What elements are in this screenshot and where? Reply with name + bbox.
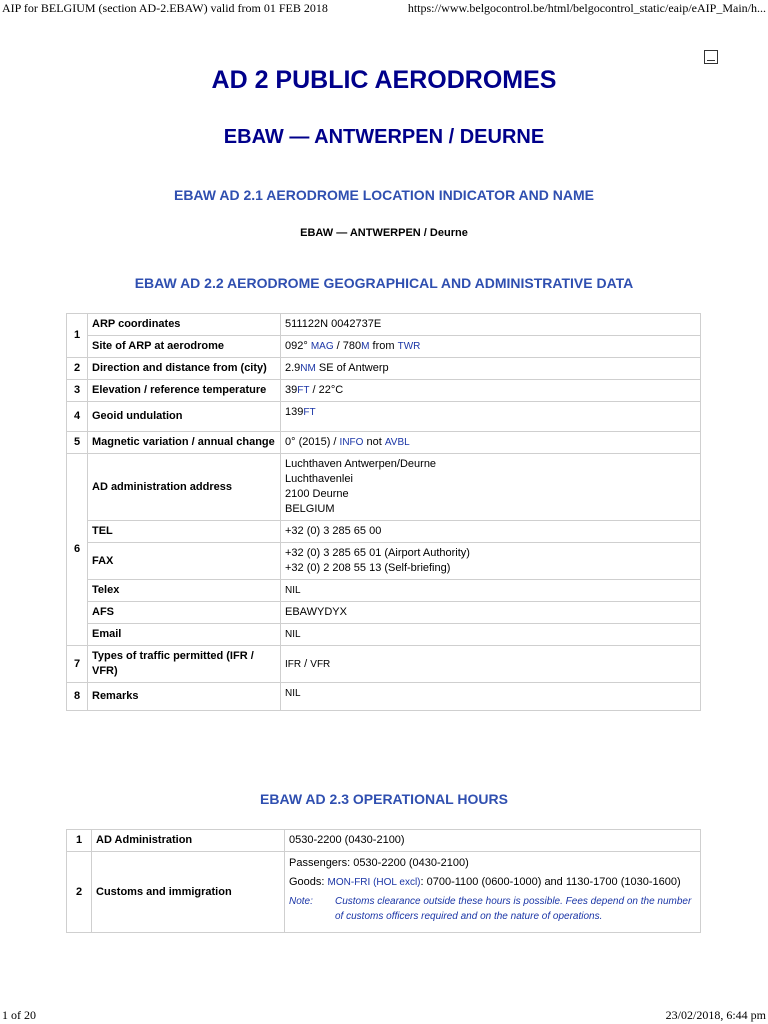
table-of-contents-icon[interactable] — [704, 50, 718, 64]
row-value: Luchthaven Antwerpen/Deurne Luchthavenlei 2100 Deurne BELGIUM — [281, 454, 701, 521]
section-23-heading: EBAW AD 2.3 OPERATIONAL HOURS — [260, 791, 508, 807]
table-row — [67, 432, 701, 454]
table-row — [67, 314, 701, 336]
row-number: 1 — [67, 830, 92, 852]
aerodrome-title: EBAW — ANTWERPEN / DEURNE — [223, 126, 545, 148]
print-header-title: AIP for BELGIUM (section AD-2.EBAW) valid from 01 FEB 2018 — [2, 1, 328, 15]
table-row — [67, 336, 701, 358]
row-label: Types of traffic permitted (IFR / VFR) — [88, 646, 281, 683]
row-value: 2.9NM SE of Antwerp — [281, 358, 701, 380]
section-21-heading: EBAW AD 2.1 AERODROME LOCATION INDICATOR AND NAME — [173, 187, 594, 203]
table-row — [67, 602, 701, 624]
print-header-url[interactable]: https://www.belgocontrol.be/html/belgocontrol_static/eaip/eAIP_Main/h... — [407, 1, 766, 15]
table-row — [67, 580, 701, 602]
row-label: Customs and immigration — [92, 852, 285, 933]
row-number: 8 — [67, 683, 88, 711]
print-header — [0, 0, 768, 18]
row-value: +32 (0) 3 285 65 00 — [281, 521, 701, 543]
row-label: AFS — [88, 602, 281, 624]
table-row — [67, 454, 701, 521]
row-number: 7 — [67, 646, 88, 683]
passengers-hours: Passengers: 0530-2200 (0430-2100) — [289, 857, 469, 869]
table-row — [67, 683, 701, 711]
aerodrome-name: EBAW — ANTWERPEN / Deurne — [300, 227, 468, 239]
row-value: 0° (2015) / INFO not AVBL — [281, 432, 701, 454]
row-label: Remarks — [88, 683, 281, 711]
row-label: Site of ARP at aerodrome — [88, 336, 281, 358]
table-row — [67, 402, 701, 432]
note-label: Note: — [289, 896, 313, 907]
operational-hours-table — [66, 829, 701, 933]
row-value: NIL — [281, 580, 701, 602]
row-value — [285, 852, 701, 933]
page-title: AD 2 PUBLIC AERODROMES — [211, 66, 557, 94]
row-label: AD Administration — [92, 830, 285, 852]
note-text: Customs clearance outside these hours is possible. Fees depend on the number of customs officers required and on the nature of operations. — [335, 896, 692, 922]
row-value: NIL — [281, 683, 701, 711]
page-number: 1 of 20 — [2, 1008, 36, 1022]
row-label: FAX — [88, 543, 281, 580]
print-timestamp: 23/02/2018, 6:44 pm — [665, 1008, 766, 1022]
table-row — [67, 380, 701, 402]
row-value: 39FT / 22°C — [281, 380, 701, 402]
row-number: 5 — [67, 432, 88, 454]
table-row — [67, 830, 701, 852]
row-label: TEL — [88, 521, 281, 543]
row-number: 1 — [67, 314, 88, 358]
row-value: +32 (0) 3 285 65 01 (Airport Authority) +32 (0) 2 208 55 13 (Self-briefing) — [281, 543, 701, 580]
table-row — [67, 521, 701, 543]
row-value: 092° MAG / 780M from TWR — [281, 336, 701, 358]
row-number: 2 — [67, 358, 88, 380]
row-label: Telex — [88, 580, 281, 602]
print-footer — [0, 1006, 768, 1024]
row-number: 3 — [67, 380, 88, 402]
table-row — [67, 852, 701, 933]
row-label: AD administration address — [88, 454, 281, 521]
table-row — [67, 624, 701, 646]
customs-note — [289, 894, 696, 924]
row-label: Direction and distance from (city) — [88, 358, 281, 380]
row-value: 511122N 0042737E — [281, 314, 701, 336]
goods-hours: Goods: MON-FRI (HOL excl): 0700-1100 (0600-1000) and 1130-1700 (1030-1600) — [289, 876, 681, 888]
table-row — [67, 358, 701, 380]
geo-admin-table — [66, 313, 701, 711]
row-label: Email — [88, 624, 281, 646]
row-number: 6 — [67, 454, 88, 646]
row-value: IFR / VFR — [281, 646, 701, 683]
row-value: 139FT — [281, 402, 701, 432]
table-row — [67, 646, 701, 683]
row-label: Elevation / reference temperature — [88, 380, 281, 402]
row-value: EBAWYDYX — [281, 602, 701, 624]
row-label: ARP coordinates — [88, 314, 281, 336]
row-value: NIL — [281, 624, 701, 646]
section-22-heading: EBAW AD 2.2 AERODROME GEOGRAPHICAL AND ADMINISTRATIVE DATA — [134, 275, 634, 291]
row-value: 0530-2200 (0430-2100) — [285, 830, 701, 852]
row-number: 2 — [67, 852, 92, 933]
row-number: 4 — [67, 402, 88, 432]
table-row — [67, 543, 701, 580]
row-label: Geoid undulation — [88, 402, 281, 432]
row-label: Magnetic variation / annual change — [88, 432, 281, 454]
